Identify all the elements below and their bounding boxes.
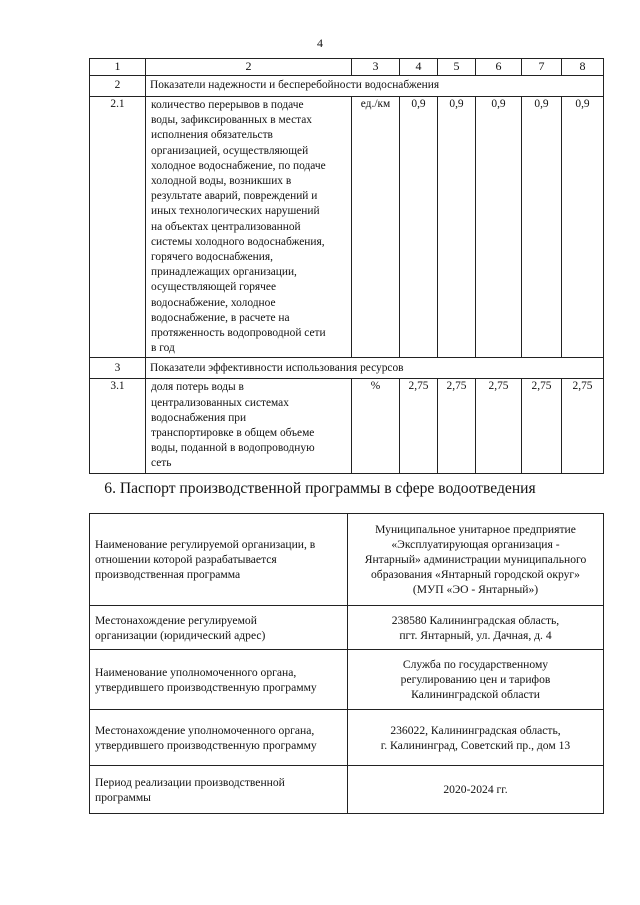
value-line: регулированию цен и тарифов <box>400 673 551 686</box>
label-line: утвердившего производственную программу <box>95 680 317 694</box>
section-row-efficiency <box>90 358 604 379</box>
header-cell: 7 <box>522 59 562 76</box>
value-line: (МУП «ЭО - Янтарный») <box>412 583 539 596</box>
indicators-table <box>89 58 604 474</box>
section-row-reliability <box>90 76 604 97</box>
passport-value <box>348 766 604 814</box>
passport-value <box>348 514 604 606</box>
header-cell: 2 <box>146 59 352 76</box>
passport-row-period <box>90 766 604 814</box>
description-line: в год <box>151 342 175 355</box>
description-line: количество перерывов в подаче <box>151 99 304 111</box>
header-cell: 6 <box>476 59 522 76</box>
section-number: 2 <box>90 76 146 97</box>
label-line: программы <box>95 790 151 804</box>
description-line: горячего водоснабжения, <box>151 251 273 264</box>
value-line: 2020-2024 гг. <box>443 783 508 796</box>
passport-label <box>90 650 348 710</box>
header-cell: 5 <box>438 59 476 76</box>
description-line: централизованных системах <box>151 396 289 409</box>
section-title: Показатели надежности и бесперебойности водоснабжения <box>146 76 604 97</box>
value-cell: 0,9 <box>476 97 522 358</box>
table-row-2-1 <box>90 97 604 358</box>
value-cell: 2,75 <box>438 379 476 473</box>
description-line: транспортировке в общем объеме <box>151 427 315 440</box>
value-line: Калининградской области <box>411 688 540 701</box>
label-line: организации (юридический адрес) <box>95 628 266 642</box>
section-number: 3 <box>90 358 146 379</box>
description-line: сеть <box>151 457 172 470</box>
passport-row-authority-address <box>90 710 604 766</box>
passport-value <box>348 650 604 710</box>
description-line: водоснабжения при <box>151 411 247 424</box>
passport-value <box>348 606 604 650</box>
passport-table <box>89 513 604 814</box>
passport-row-organization <box>90 514 604 606</box>
label-line: Местонахождение уполномоченного органа, <box>95 723 315 737</box>
value-line: Янтарный» администрации муниципального <box>364 553 587 566</box>
description-line: водоснабжение, холодное <box>151 296 276 309</box>
label-line: Наименование регулируемой организации, в <box>95 538 316 551</box>
description-line: доля потерь воды в <box>151 381 244 394</box>
value-cell: 2,75 <box>522 379 562 473</box>
description-line: организацией, осуществляющей <box>151 144 309 157</box>
section-title: Показатели эффективности использования ресурсов <box>146 358 604 379</box>
value-line: Служба по государственному <box>402 658 549 671</box>
description-line: на объектах централизованной <box>151 220 301 233</box>
label-line: Местонахождение регулируемой <box>95 613 257 627</box>
value-cell: 2,75 <box>562 379 604 473</box>
value-cell: 2,75 <box>400 379 438 473</box>
row-description <box>146 97 352 358</box>
description-line: результате аварий, повреждений и <box>151 190 318 203</box>
header-cell: 1 <box>90 59 146 76</box>
description-line: осуществляющей горячее <box>151 281 277 294</box>
label-line: отношении которой разрабатывается <box>95 553 277 566</box>
value-cell: 0,9 <box>522 97 562 358</box>
passport-row-authority <box>90 650 604 710</box>
unit-cell: % <box>352 379 400 473</box>
label-line: производственная программа <box>95 568 241 581</box>
label-line: Наименование уполномоченного органа, <box>95 665 297 679</box>
value-cell: 0,9 <box>438 97 476 358</box>
value-line: 238580 Калининградская область, <box>391 613 560 627</box>
header-cell: 4 <box>400 59 438 76</box>
description-line: системы холодного водоснабжения, <box>151 235 325 248</box>
passport-value <box>348 710 604 766</box>
passport-label <box>90 766 348 814</box>
section-heading: 6. Паспорт производственной программы в сфере водоотведения <box>104 480 536 497</box>
description-line: воды, поданной в водопроводную <box>151 442 315 455</box>
passport-label <box>90 606 348 650</box>
table-row-3-1 <box>90 379 604 473</box>
description-line: водоснабжение, в расчете на <box>151 311 290 324</box>
value-line: «Эксплуатирующая организация - <box>391 538 560 551</box>
description-line: иных технологических нарушений <box>151 205 320 218</box>
unit-cell: ед./км <box>352 97 400 358</box>
description-line: холодной воды, возникших в <box>151 175 292 188</box>
value-line: г. Калининград, Советский пр., дом 13 <box>380 738 571 752</box>
value-line: пгт. Янтарный, ул. Дачная, д. 4 <box>399 628 552 642</box>
value-line: образования «Янтарный городской округ» <box>371 568 580 581</box>
row-number: 3.1 <box>90 379 146 473</box>
description-line: исполнения обязательств <box>151 129 273 142</box>
description-line: принадлежащих организации, <box>151 266 297 279</box>
page-number: 4 <box>317 36 323 50</box>
header-cell: 8 <box>562 59 604 76</box>
header-cell: 3 <box>352 59 400 76</box>
passport-label <box>90 514 348 606</box>
value-line: 236022, Калининградская область, <box>390 723 561 737</box>
description-line: воды, зафиксированных в местах <box>151 114 313 127</box>
value-cell: 2,75 <box>476 379 522 473</box>
label-line: Период реализации производственной <box>95 775 285 789</box>
passport-row-org-address <box>90 606 604 650</box>
value-cell: 0,9 <box>400 97 438 358</box>
row-description <box>146 379 352 473</box>
value-cell: 0,9 <box>562 97 604 358</box>
description-line: протяженность водопроводной сети <box>151 327 326 340</box>
table-header-row <box>90 59 604 76</box>
value-line: Муниципальное унитарное предприятие <box>375 523 576 536</box>
passport-label <box>90 710 348 766</box>
label-line: утвердившего производственную программу <box>95 738 317 752</box>
row-number: 2.1 <box>90 97 146 358</box>
description-line: холодное водоснабжение, по подаче <box>151 159 326 172</box>
